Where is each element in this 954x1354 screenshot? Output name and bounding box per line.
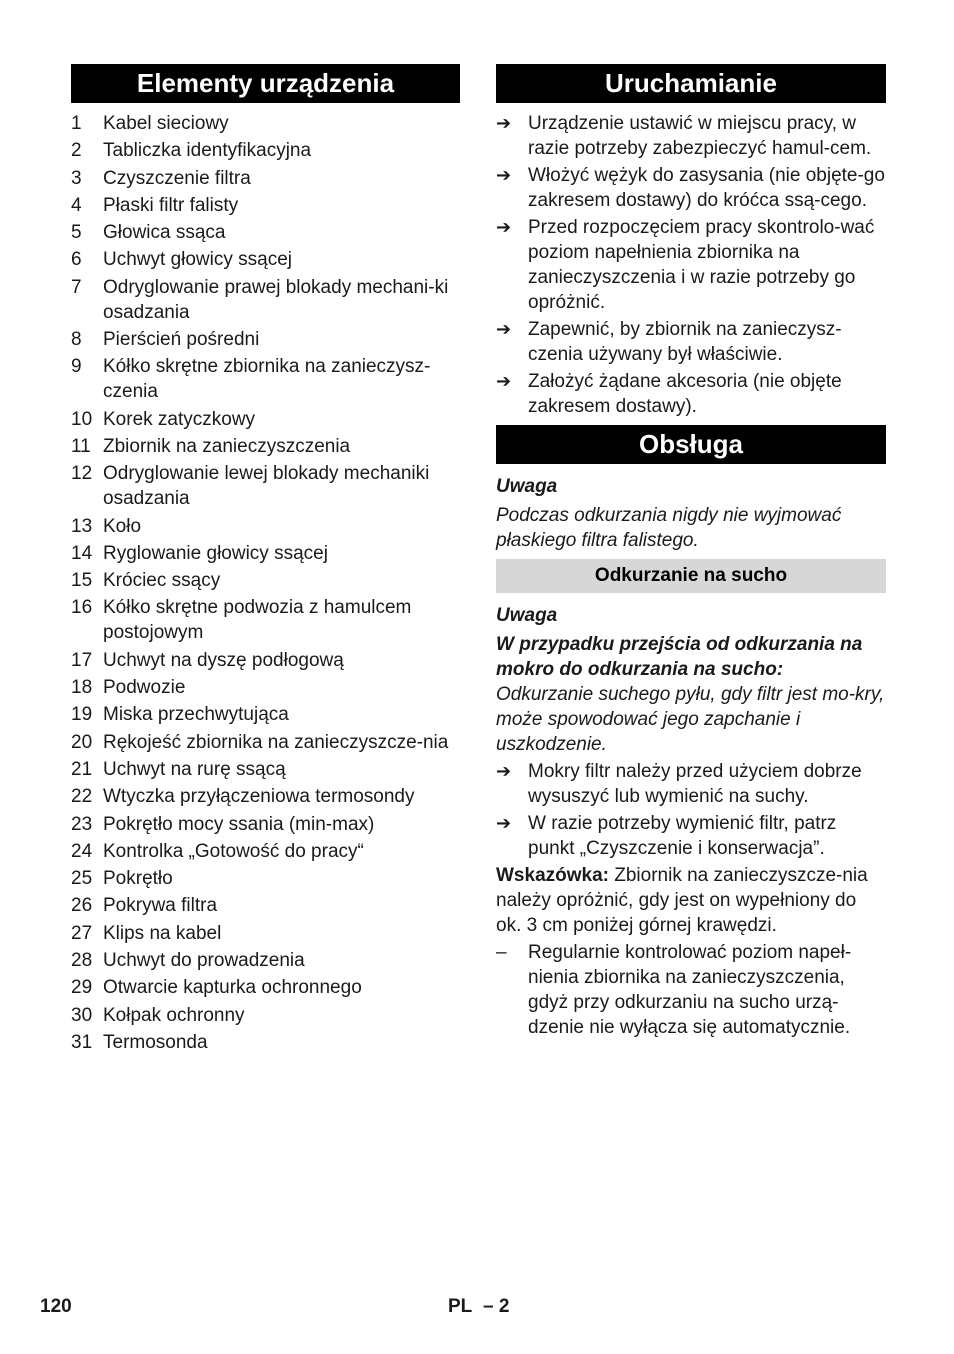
part-item — [71, 434, 460, 459]
part-item — [71, 166, 460, 191]
part-number: 4 — [71, 194, 82, 216]
part-number: 21 — [71, 758, 93, 780]
step-item — [496, 163, 886, 213]
part-number: 19 — [71, 704, 93, 726]
part-number: 23 — [71, 813, 93, 835]
part-label: Kołpak ochronny — [103, 1004, 245, 1026]
note-text: Podczas odkurzania nigdy nie wyjmować płaskiego filtra falistego. — [496, 505, 842, 551]
note-warning-text: Odkurzanie suchego pyłu, gdy filtr jest mo-kry, może spowodować jego zapchanie i uszkodzenie. — [496, 684, 885, 755]
part-item — [71, 948, 460, 973]
hint-text: Zbiornik na zanieczyszcze-nia należy opróżnić, gdy jest on wypełniony do ok. 3 cm poniżej górnej krawędzi. — [496, 865, 868, 936]
hint-paragraph — [496, 863, 886, 938]
step-text: Założyć żądane akcesoria (nie objęte zakresem dostawy). — [528, 371, 842, 417]
subheading-dry-vacuuming: Odkurzanie na sucho — [496, 559, 886, 593]
step-item — [496, 111, 886, 161]
part-label: Pokrętło — [103, 868, 173, 890]
note-label: Uwaga — [496, 605, 558, 626]
step-text: Włożyć wężyk do zasysania (nie objęte-go zakresem dostawy) do króćca ssą-cego. — [528, 165, 885, 211]
part-label: Pokrywa filtra — [103, 895, 218, 917]
part-number: 28 — [71, 950, 93, 972]
part-item — [71, 812, 460, 837]
part-label: Termosonda — [103, 1031, 208, 1053]
part-item — [71, 1003, 460, 1028]
part-item — [71, 893, 460, 918]
part-item — [71, 675, 460, 700]
part-item — [71, 730, 460, 755]
arrow-right-icon: ➔ — [496, 761, 512, 781]
part-number: 18 — [71, 677, 93, 699]
dry-steps-list — [496, 759, 886, 861]
part-number: 9 — [71, 356, 82, 378]
part-label: Odryglowanie lewej blokady mechaniki osadzania — [103, 463, 430, 510]
part-number: 3 — [71, 167, 82, 189]
part-label: Zbiornik na zanieczyszczenia — [103, 435, 351, 457]
part-number: 22 — [71, 786, 93, 808]
part-number: 27 — [71, 922, 93, 944]
part-number: 2 — [71, 140, 82, 162]
part-number: 13 — [71, 515, 93, 537]
start-steps-list — [496, 111, 886, 419]
part-label: Otwarcie kapturka ochronnego — [103, 977, 362, 999]
part-label: Uchwyt głowicy ssącej — [103, 249, 292, 271]
part-label: Rękojeść zbiornika na zanieczyszcze-nia — [103, 731, 449, 753]
right-column — [496, 64, 886, 1040]
step-item — [496, 215, 886, 315]
left-column — [71, 64, 460, 1057]
part-item — [71, 702, 460, 727]
step-item — [496, 369, 886, 419]
part-item — [71, 407, 460, 432]
arrow-right-icon: ➔ — [496, 217, 512, 237]
note-warning-bold: W przypadku przejścia od odkurzania na mokro do odkurzania na sucho: — [496, 634, 863, 680]
part-number: 15 — [71, 570, 93, 592]
part-number: 26 — [71, 895, 93, 917]
part-number: 31 — [71, 1031, 93, 1053]
arrow-right-icon: ➔ — [496, 371, 512, 391]
parts-list — [71, 111, 460, 1055]
arrow-right-icon: ➔ — [496, 813, 512, 833]
part-number: 29 — [71, 977, 93, 999]
part-label: Króciec ssący — [103, 570, 221, 592]
part-label: Kabel sieciowy — [103, 113, 229, 134]
arrow-right-icon: ➔ — [496, 165, 512, 185]
part-number: 1 — [71, 113, 82, 134]
part-label: Korek zatyczkowy — [103, 408, 256, 430]
part-item — [71, 461, 460, 511]
part-item — [71, 541, 460, 566]
part-item — [71, 975, 460, 1000]
part-item — [71, 568, 460, 593]
heading-device-elements: Elementy urządzenia — [71, 64, 460, 103]
step-text: Urządzenie ustawić w miejscu pracy, w razie potrzeby zabezpieczyć hamul-cem. — [528, 113, 872, 159]
step-text: Mokry filtr należy przed użyciem dobrze wysuszyć lub wymienić na suchy. — [528, 761, 862, 807]
part-label: Płaski filtr falisty — [103, 194, 239, 216]
part-item — [71, 193, 460, 218]
part-label: Podwozie — [103, 677, 186, 699]
step-item — [496, 317, 886, 367]
note-label: Uwaga — [496, 476, 558, 497]
part-label: Uchwyt na dyszę podłogową — [103, 649, 344, 671]
part-number: 20 — [71, 731, 93, 753]
part-label: Koło — [103, 515, 142, 537]
part-item — [71, 138, 460, 163]
part-number: 6 — [71, 249, 82, 271]
part-item — [71, 648, 460, 673]
part-label: Klips na kabel — [103, 922, 222, 944]
heading-operation: Obsługa — [496, 425, 886, 464]
part-label: Kółko skrętne podwozia z hamulcem postojowym — [103, 597, 412, 644]
part-number: 12 — [71, 463, 93, 485]
part-item — [71, 757, 460, 782]
part-label: Kółko skrętne zbiornika na zanieczysz-czenia — [103, 356, 431, 403]
part-label: Uchwyt do prowadzenia — [103, 950, 305, 972]
part-item — [71, 1030, 460, 1055]
part-label: Pierścień pośredni — [103, 329, 260, 351]
part-label: Wtyczka przyłączeniowa termosondy — [103, 786, 415, 808]
arrow-right-icon: ➔ — [496, 113, 512, 133]
part-number: 30 — [71, 1004, 93, 1026]
page-number: 120 — [40, 1296, 72, 1317]
dash-item-text: Regularnie kontrolować poziom napeł-nienia zbiornika na zanieczyszczenia, gdyż przy odkurzaniu na sucho urzą-dzenie nie wyłącza się automatycznie. — [528, 942, 852, 1038]
language-code: PL — [448, 1296, 473, 1317]
arrow-right-icon: ➔ — [496, 319, 512, 339]
part-number: 25 — [71, 868, 93, 890]
part-number: 7 — [71, 276, 82, 298]
part-label: Tabliczka identyfikacyjna — [103, 140, 312, 162]
part-item — [71, 247, 460, 272]
part-item — [71, 921, 460, 946]
part-label: Pokrętło mocy ssania (min-max) — [103, 813, 375, 835]
part-label: Ryglowanie głowicy ssącej — [103, 542, 328, 564]
part-number: 10 — [71, 408, 93, 430]
dash-item — [496, 940, 886, 1040]
part-item — [71, 784, 460, 809]
part-item — [71, 327, 460, 352]
step-item — [496, 759, 886, 809]
step-item — [496, 811, 886, 861]
step-text: Przed rozpoczęciem pracy skontrolo-wać poziom napełnienia zbiornika na zanieczyszczenia i w razie potrzeby go opróżnić. — [528, 217, 875, 313]
part-number: 11 — [71, 435, 91, 457]
part-label: Czyszczenie filtra — [103, 167, 251, 189]
part-number: 14 — [71, 542, 93, 564]
part-item — [71, 866, 460, 891]
part-item — [71, 354, 460, 404]
part-number: 5 — [71, 222, 82, 244]
part-item — [71, 275, 460, 325]
part-label: Miska przechwytująca — [103, 704, 289, 726]
step-text: W razie potrzeby wymienić filtr, patrz punkt „Czyszczenie i konserwacja”. — [528, 813, 837, 859]
heading-start-up: Uruchamianie — [496, 64, 886, 103]
part-number: 16 — [71, 597, 93, 619]
part-label: Uchwyt na rurę ssącą — [103, 758, 286, 780]
part-item — [71, 514, 460, 539]
part-label: Głowica ssąca — [103, 222, 226, 244]
sheet-number: – 2 — [483, 1296, 510, 1317]
step-text: Zapewnić, by zbiornik na zanieczysz-czenia używany był właściwie. — [528, 319, 842, 365]
part-number: 17 — [71, 649, 93, 671]
part-number: 8 — [71, 329, 82, 351]
part-item — [71, 111, 460, 136]
part-label: Odryglowanie prawej blokady mechani-ki osadzania — [103, 276, 449, 323]
part-label: Kontrolka „Gotowość do pracy“ — [103, 840, 364, 862]
part-item — [71, 839, 460, 864]
part-item — [71, 220, 460, 245]
hint-label: Wskazówka: — [496, 865, 609, 886]
dash-mark: – — [496, 942, 507, 963]
part-item — [71, 595, 460, 645]
part-number: 24 — [71, 840, 93, 862]
